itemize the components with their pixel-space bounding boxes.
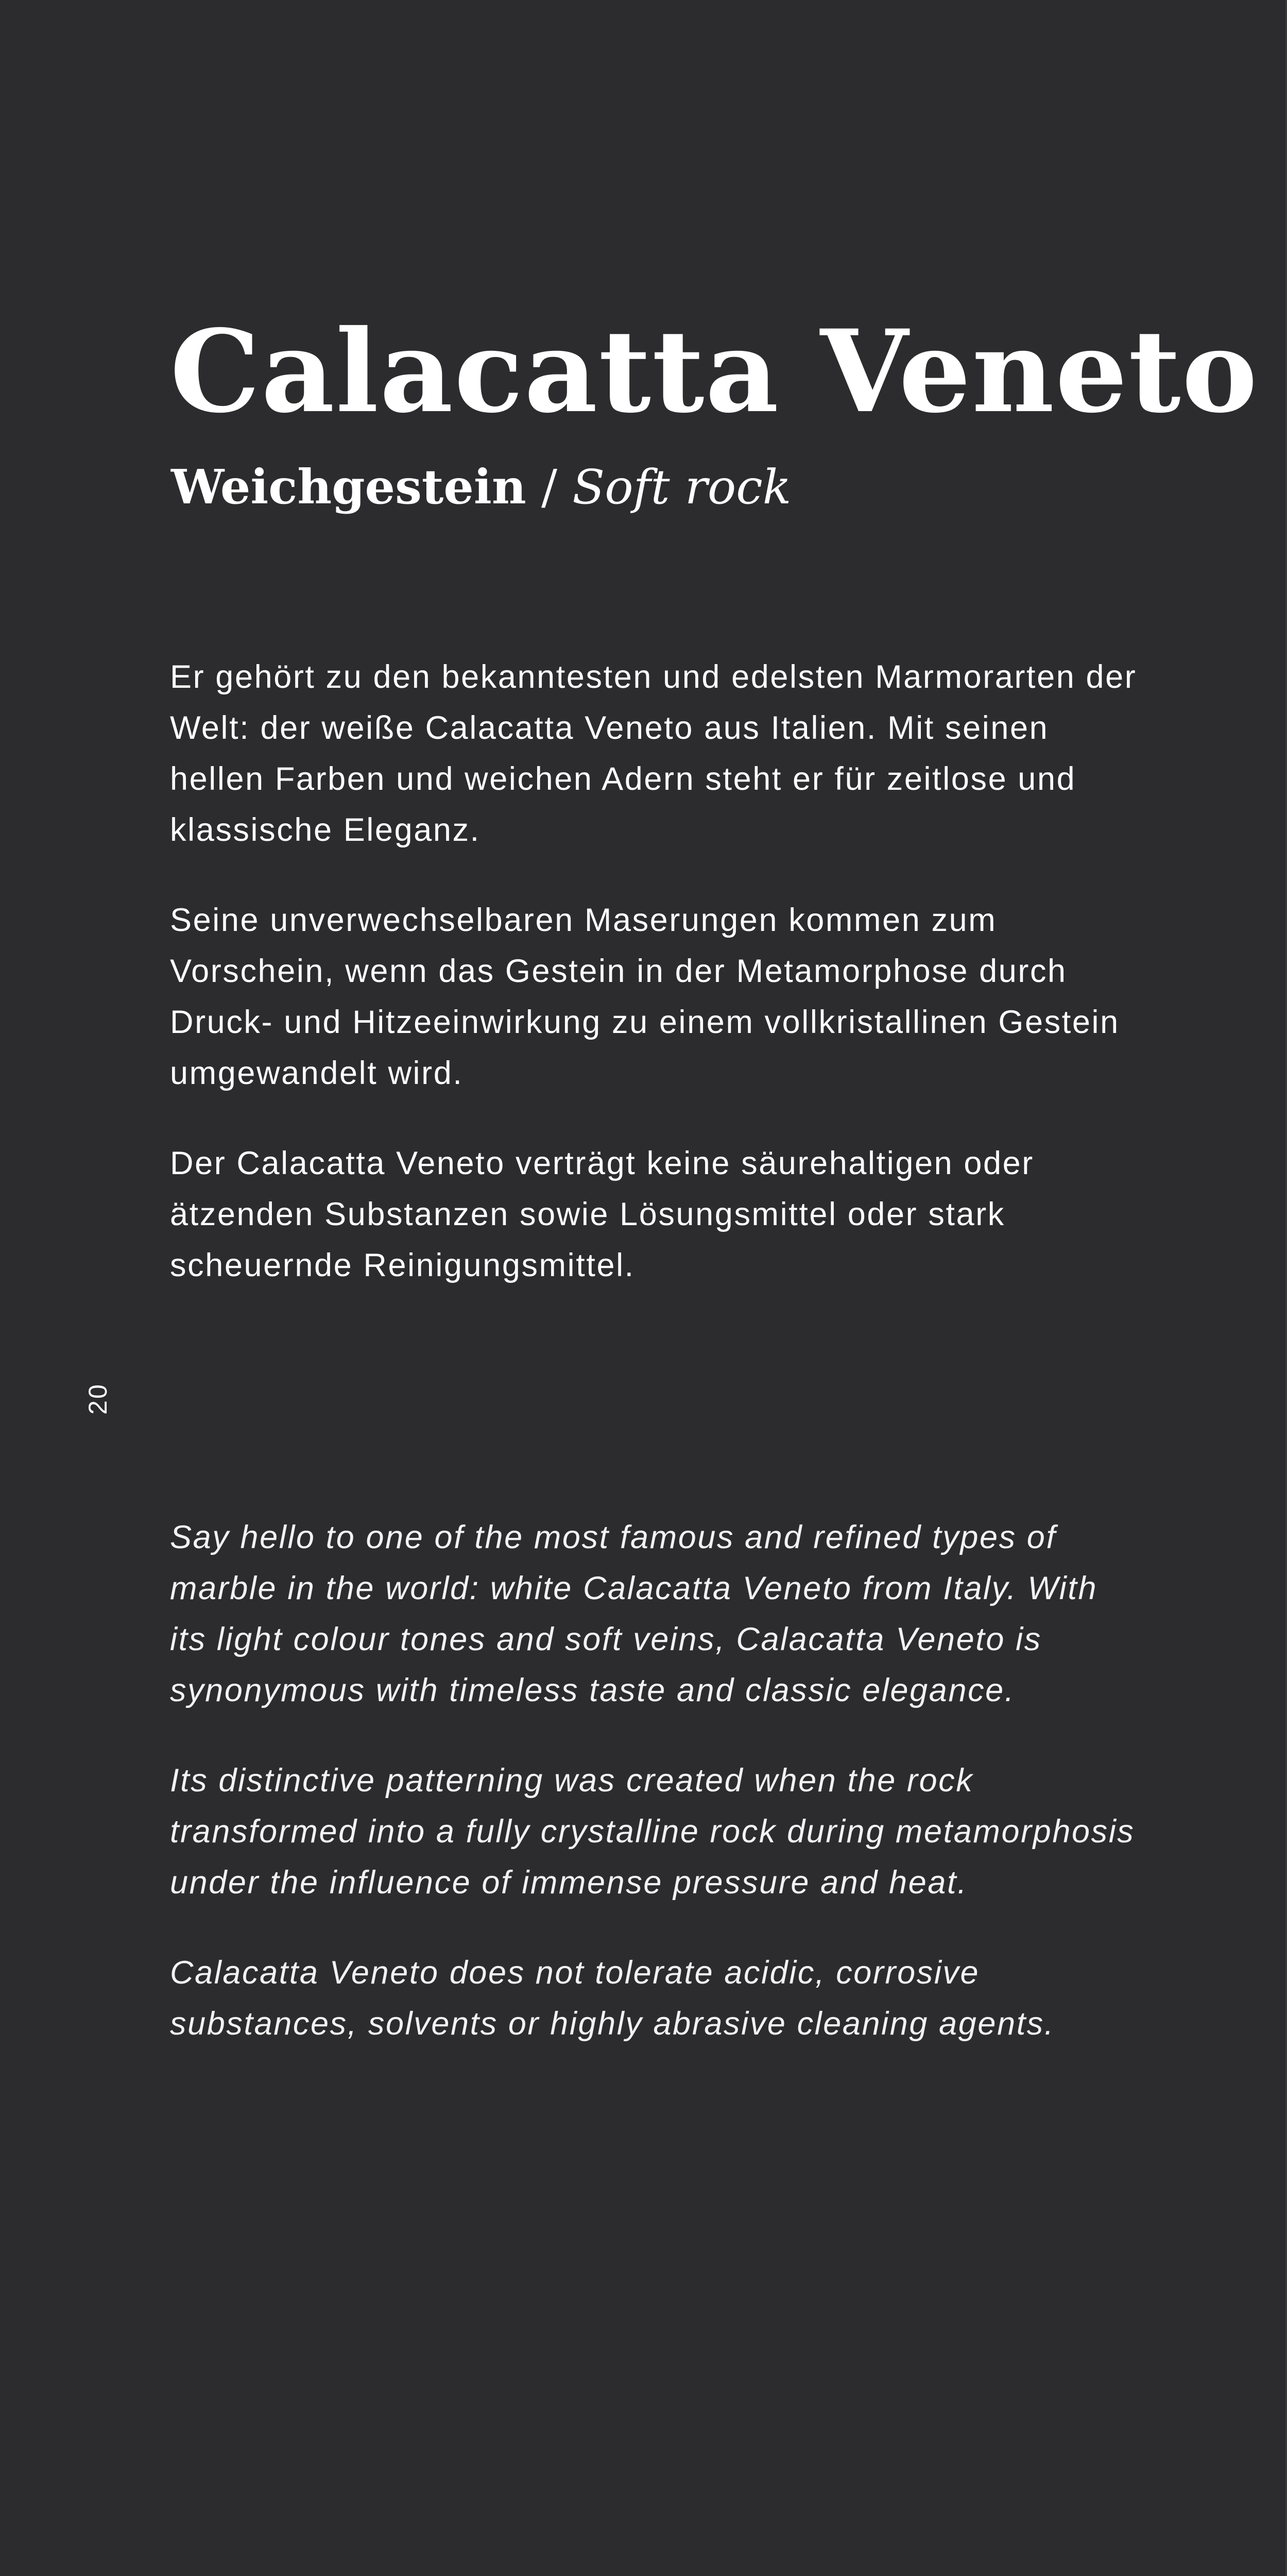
english-description: [170, 1512, 1138, 2089]
german-paragraph: Der Calacatta Veneto verträgt keine säurehaltigen oder ätzenden Substanzen sowie Lösungsmittel oder stark scheuernde Reinigungsmittel.: [170, 1145, 1034, 1283]
page-number: 20: [83, 1383, 112, 1415]
english-paragraph: Say hello to one of the most famous and refined types of marble in the world: white Calacatta Veneto from Italy. With its light colour tones and soft veins, Calacatta Veneto is synonymous with timeless taste and classic elegance.: [170, 1519, 1098, 1708]
page-subtitle: [171, 459, 792, 516]
subtitle-separator: /: [526, 460, 573, 515]
german-paragraph: Er gehört zu den bekanntesten und edelsten Marmorarten der Welt: der weiße Calacatta Veneto aus Italien. Mit seinen hellen Farben und weichen Adern steht er für zeitlose und klassische Eleganz.: [170, 659, 1137, 848]
english-paragraph: Calacatta Veneto does not tolerate acidic, corrosive substances, solvents or highly abrasive cleaning agents.: [170, 1955, 1055, 2042]
german-description: [170, 652, 1138, 1330]
english-paragraph: Its distinctive patterning was created when the rock transformed into a fully crystalline rock during metamorphosis under the influence of immense pressure and heat.: [170, 1762, 1135, 1901]
subtitle-english: Soft rock: [572, 460, 792, 515]
page-title: Calacatta Veneto: [170, 304, 1259, 438]
german-paragraph: Seine unverwechselbaren Maserungen kommen zum Vorschein, wenn das Gestein in der Metamorphose durch Druck- und Hitzeeinwirkung zu einem vollkristallinen Gestein umgewandelt wird.: [170, 902, 1120, 1091]
subtitle-german: Weichgestein: [171, 459, 526, 515]
